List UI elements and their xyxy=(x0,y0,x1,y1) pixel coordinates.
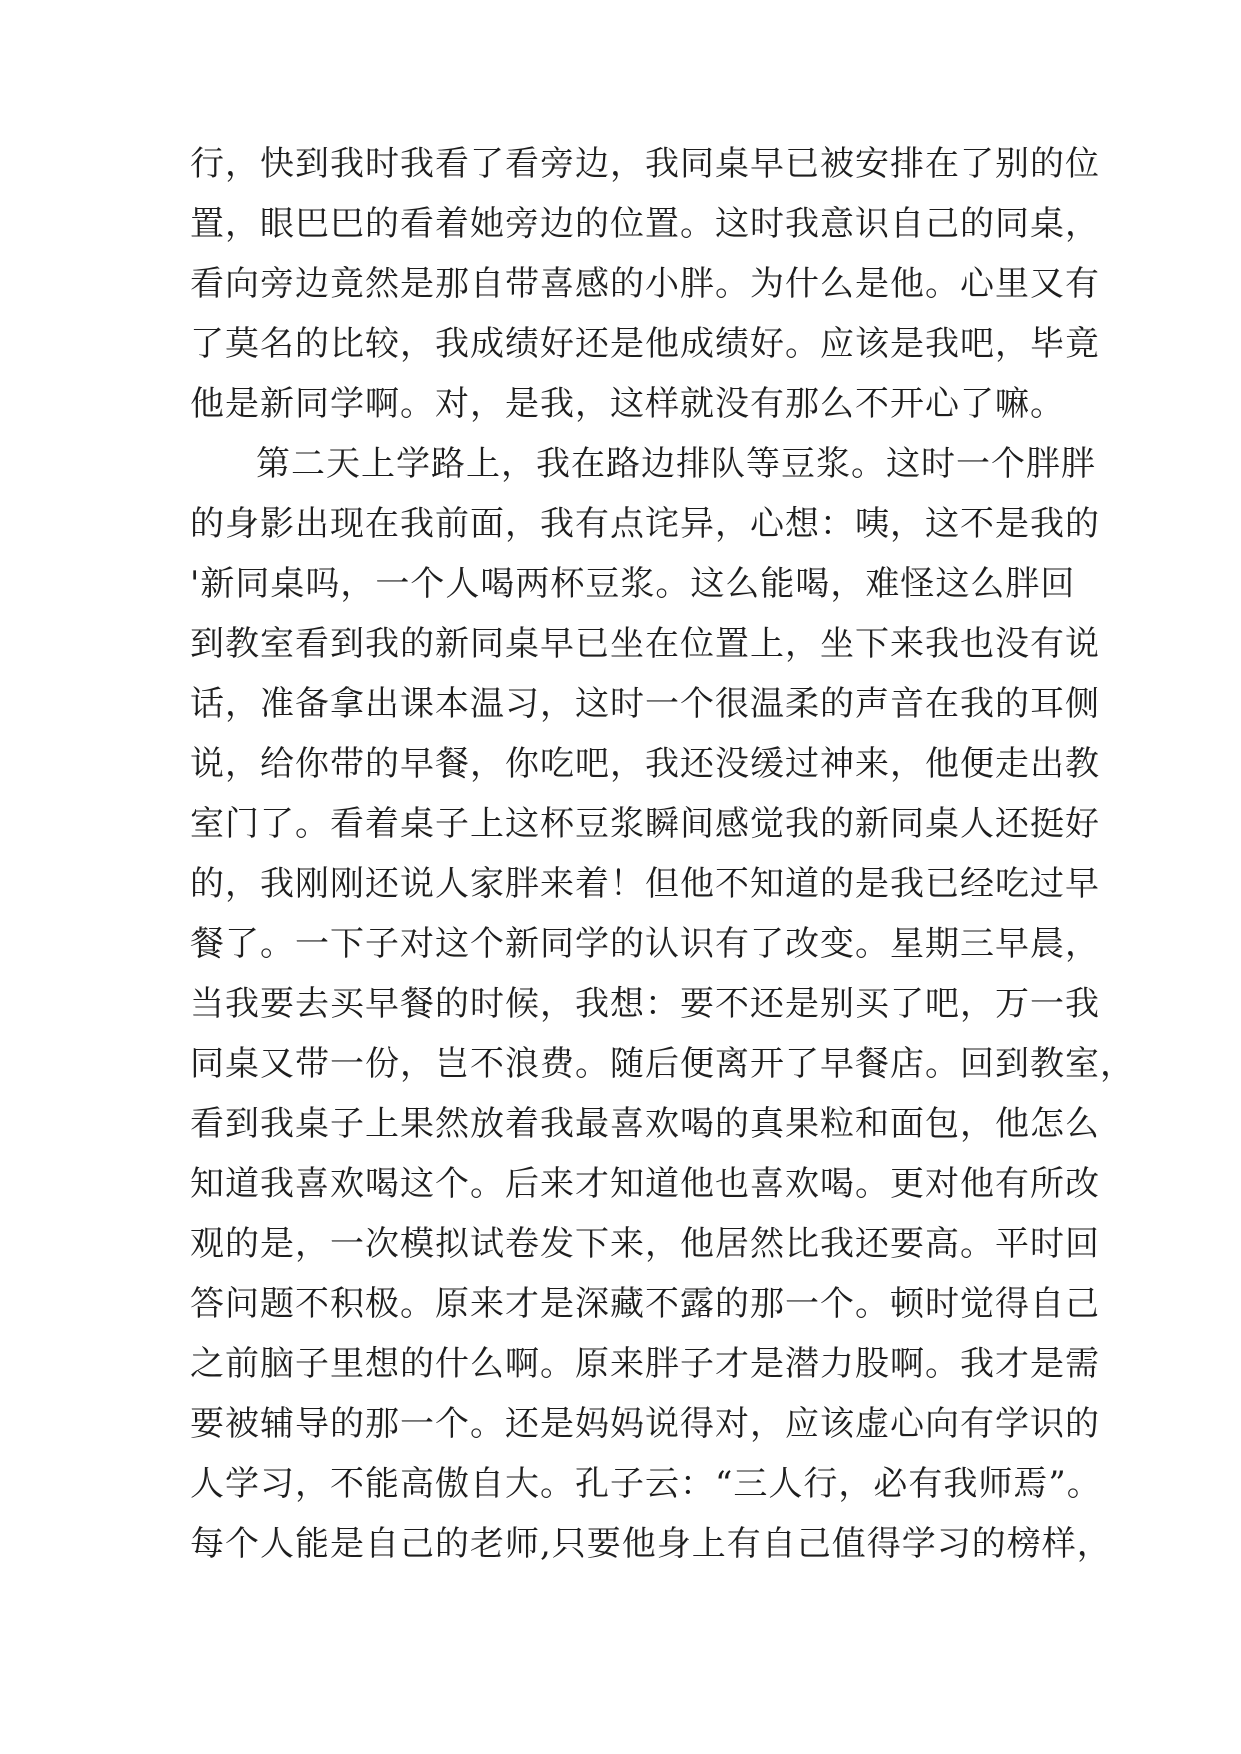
text-line: 行，快到我时我看了看旁边，我同桌早已被安排在了别的位 xyxy=(190,144,1100,184)
text-line: 置，眼巴巴的看着她旁边的位置。这时我意识自己的同桌， xyxy=(190,204,1100,244)
text-line: 知道我喜欢喝这个。后来才知道他也喜欢喝。更对他有所改 xyxy=(190,1164,1100,1204)
text-line: 每个人能是自己的老师,只要他身上有自己值得学习的榜样， xyxy=(190,1524,1112,1564)
text-line: 观的是，一次模拟试卷发下来，他居然比我还要高。平时回 xyxy=(190,1224,1100,1264)
text-line: 看到我桌子上果然放着我最喜欢喝的真果粒和面包，他怎么 xyxy=(190,1104,1100,1144)
text-line: '新同桌吗，一个人喝两杯豆浆。这么能喝，难怪这么胖回 xyxy=(190,564,1076,604)
text-line: 同桌又带一份，岂不浪费。随后便离开了早餐店。回到教室， xyxy=(190,1044,1135,1084)
text-line: 话，准备拿出课本温习，这时一个很温柔的声音在我的耳侧 xyxy=(190,684,1100,724)
text-line: 当我要去买早餐的时候，我想：要不还是别买了吧，万一我 xyxy=(190,984,1100,1024)
text-line: 餐了。一下子对这个新同学的认识有了改变。星期三早晨， xyxy=(190,924,1100,964)
body-text xyxy=(190,134,1135,1574)
text-line: 说，给你带的早餐，你吃吧，我还没缓过神来，他便走出教 xyxy=(190,744,1100,784)
text-line: 人学习，不能高傲自大。孔子云：“三人行，必有我师焉”。 xyxy=(190,1464,1102,1504)
text-line: 答问题不积极。原来才是深藏不露的那一个。顿时觉得自己 xyxy=(190,1284,1100,1324)
text-line: 看向旁边竟然是那自带喜感的小胖。为什么是他。心里又有 xyxy=(190,264,1100,304)
text-line: 的身影出现在我前面，我有点诧异，心想：咦，这不是我的 xyxy=(190,504,1100,544)
paragraph-end-line: 他是新同学啊。对，是我，这样就没有那么不开心了嘛。 xyxy=(190,384,1065,424)
text-line: 室门了。看着桌子上这杯豆浆瞬间感觉我的新同桌人还挺好 xyxy=(190,804,1100,844)
text-line: 了莫名的比较，我成绩好还是他成绩好。应该是我吧，毕竟 xyxy=(190,324,1100,364)
text-line: 之前脑子里想的什么啊。原来胖子才是潜力股啊。我才是需 xyxy=(190,1344,1100,1384)
text-line: 到教室看到我的新同桌早已坐在位置上，坐下来我也没有说 xyxy=(190,624,1100,664)
paragraph-start-line: 第二天上学路上，我在路边排队等豆浆。这时一个胖胖 xyxy=(256,444,1096,484)
text-line: 的，我刚刚还说人家胖来着！但他不知道的是我已经吃过早 xyxy=(190,864,1100,904)
text-line: 要被辅导的那一个。还是妈妈说得对，应该虚心向有学识的 xyxy=(190,1404,1100,1444)
